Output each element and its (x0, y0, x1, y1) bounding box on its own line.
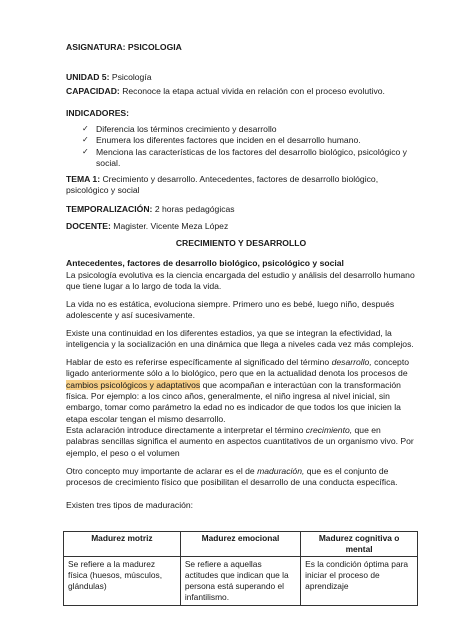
capacidad-value: Reconoce la etapa actual vivida en relación con el proceso evolutivo. (122, 86, 385, 96)
indicador-item: ✓ Diferencia los términos crecimiento y desarrollo (82, 124, 277, 134)
paragraph-6: Otro concepto muy importante de aclarar es el de maduración, que es el conjunto de procesos de crecimiento físico que posibilitan el desarrollo de una conducta específica. (66, 466, 398, 488)
docente-value: Magister. Vicente Meza López (113, 221, 229, 231)
maduracion-table (63, 531, 418, 606)
section-title: CRECIMIENTO Y DESARROLLO (175, 238, 307, 248)
term-maduracion: maduración, (257, 466, 305, 476)
indicadores-list (82, 124, 412, 169)
unidad-label: UNIDAD 5: (66, 72, 110, 82)
check-icon: ✓ (82, 124, 89, 133)
term-desarrollo: desarrollo, (331, 357, 372, 367)
column-header: Madurez emocional (180, 532, 300, 557)
paragraph-7: Existen tres tipos de maduración: (66, 500, 194, 510)
capacidad-line (66, 86, 416, 97)
unidad-line (66, 72, 416, 83)
paragraph-4: Hablar de esto es referirse específicamente al significado del término desarrollo, concepto ligado anteriormente sólo a lo biológico, pero que en la actualidad denota los procesos de cambios psicológicos y adaptativos que acompañan e interactúan con la transformación física. Por ejemplo: a los cinco años, generalmente, el niño ingresa al nivel inicial, sin embargo, tomar como parámetro la edad no es indicador de que todos los que inicien la etapa escolar tengan el mismo desarrollo. (66, 357, 409, 424)
temporalizacion-line (66, 204, 416, 215)
capacidad-label: CAPACIDAD: (66, 86, 120, 96)
table-row (64, 556, 418, 605)
paragraph-2: La vida no es estática, evoluciona siempre. Primero uno es bebé, luego niño, después adolescente y así sucesivamente. (66, 299, 395, 321)
docente-label: DOCENTE: (66, 221, 111, 231)
column-header: Madurez cognitiva o mental (301, 532, 418, 557)
tema-line (66, 174, 416, 197)
tema-value: Crecimiento y desarrollo. Antecedentes, factores de desarrollo biológico, psicológico y social (66, 174, 379, 196)
highlighted-text: cambios psicológicos y adaptativos (66, 379, 201, 390)
indicador-item: ✓ Menciona las características de los factores del desarrollo biológico, psicológico y social. (82, 146, 407, 169)
indicador-item: ✓ Enumera los diferentes factores que inciden en el desarrollo humano. (82, 135, 361, 146)
paragraph-1: La psicología evolutiva es la ciencia encargada del estudio y análisis del desarrollo humano que tiene lugar a lo largo de toda la vida. (66, 270, 415, 292)
table-cell: Se refiere a la madurez física (huesos, músculos, glándulas) (64, 556, 181, 605)
indicadores-title: INDICADORES: (66, 108, 130, 118)
temporalizacion-label: TEMPORALIZACIÓN: (66, 204, 153, 214)
check-icon: ✓ (82, 135, 89, 145)
column-header: Madurez motriz (64, 532, 181, 557)
tema-label: TEMA 1: (66, 174, 101, 184)
docente-line (66, 221, 416, 232)
asignatura-line: ASIGNATURA: PSICOLOGIA (66, 42, 182, 52)
check-icon: ✓ (82, 146, 89, 156)
term-crecimiento: crecimiento, (305, 425, 353, 435)
paragraph-3: Existe una continuidad en los diferentes estadios, ya que se integran la efectividad, la inteligencia y la socialización en una dinámica que llega a niveles cada vez más complejos. (66, 328, 414, 350)
temporalizacion-value: 2 horas pedagógicas (154, 204, 235, 214)
table-cell: Se refiere a aquellas actitudes que indican que la persona está superando el infantilismo. (180, 556, 300, 605)
table-header-row (64, 532, 418, 557)
subheading: Antecedentes, factores de desarrollo biológico, psicológico y social (66, 258, 344, 268)
unidad-value: Psicología (111, 72, 152, 82)
table-cell: Es la condición óptima para iniciar el proceso de aprendizaje (301, 556, 418, 605)
paragraph-5: Esta aclaración introduce directamente a interpretar el término crecimiento, que en palabras sencillas significa el aumento en aspectos cuantitativos de un organismo vivo. Por ejemplo, el peso o el volumen (66, 425, 414, 458)
